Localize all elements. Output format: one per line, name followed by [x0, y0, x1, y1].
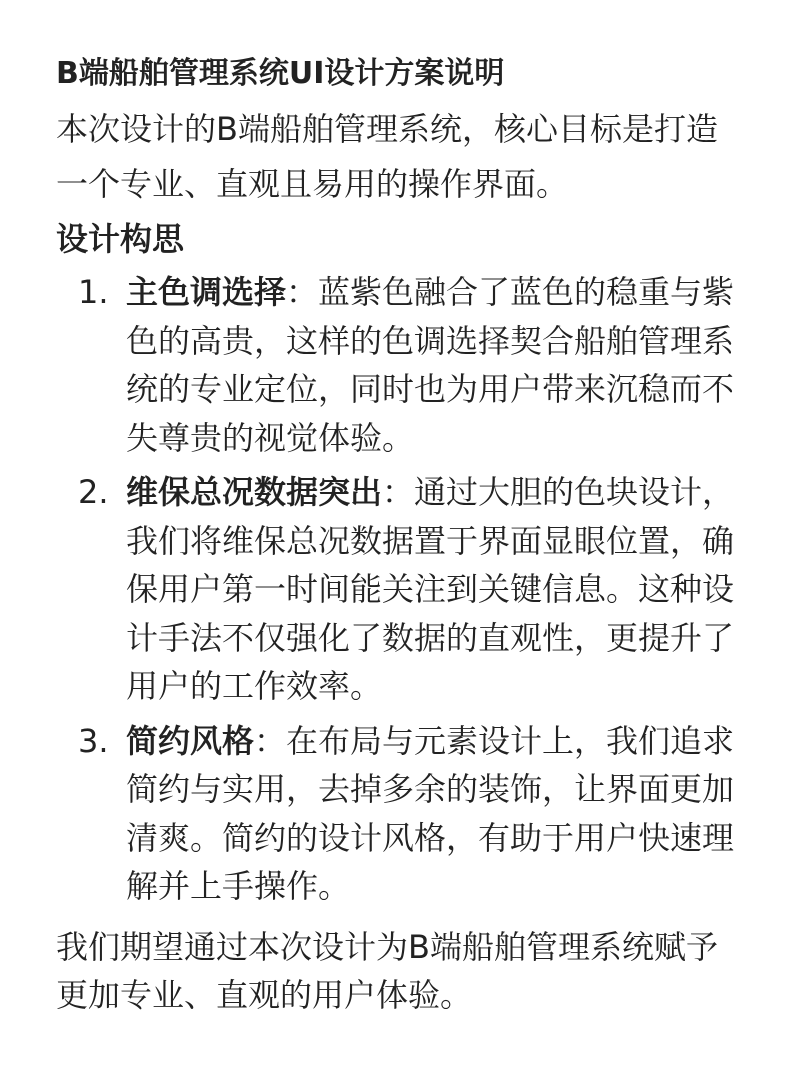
list-item-text: 蓝紫色融合了蓝色的稳重与紫色的高贵，这样的色调选择契合船舶管理系统的专业定位，同时也为用户带来沉稳而不失尊贵的视觉体验。 [126, 273, 735, 457]
list-item-text: 通过大胆的色块设计，我们将维保总况数据置于界面显眼位置，确保用户第一时间能关注到关键信息。这种设计手法不仅强化了数据的直观性，更提升了用户的工作效率。 [126, 473, 735, 705]
list-item [56, 717, 740, 911]
list-item-text: 在布局与元素设计上，我们追求简约与实用，去掉多余的装饰，让界面更加清爽。简约的设计风格，有助于用户快速理解并上手操作。 [126, 721, 735, 905]
list-item [56, 468, 740, 711]
document-title: B端船舶管理系统UI设计方案说明 [56, 56, 505, 91]
list-item-separator: ： [286, 273, 319, 311]
list-item-separator: ： [382, 473, 415, 511]
list-item-separator: ： [254, 721, 287, 760]
list-item-heading: 简约风格 [126, 721, 255, 760]
section-title: 设计构思 [56, 220, 185, 258]
intro-paragraph: 本次设计的B端船舶管理系统，核心目标是打造一个专业、直观且易用的操作界面。 [56, 110, 718, 203]
list-item-number: 1. [78, 273, 109, 311]
design-ideas-list [56, 268, 740, 911]
list-item [56, 268, 740, 462]
list-item-number: 3. [78, 721, 109, 760]
list-item-heading: 维保总况数据突出 [126, 473, 383, 511]
list-item-heading: 主色调选择 [126, 273, 287, 311]
list-item-number: 2. [78, 473, 109, 511]
closing-paragraph: 我们期望通过本次设计为B端船舶管理系统赋予更加专业、直观的用户体验。 [56, 927, 718, 1014]
